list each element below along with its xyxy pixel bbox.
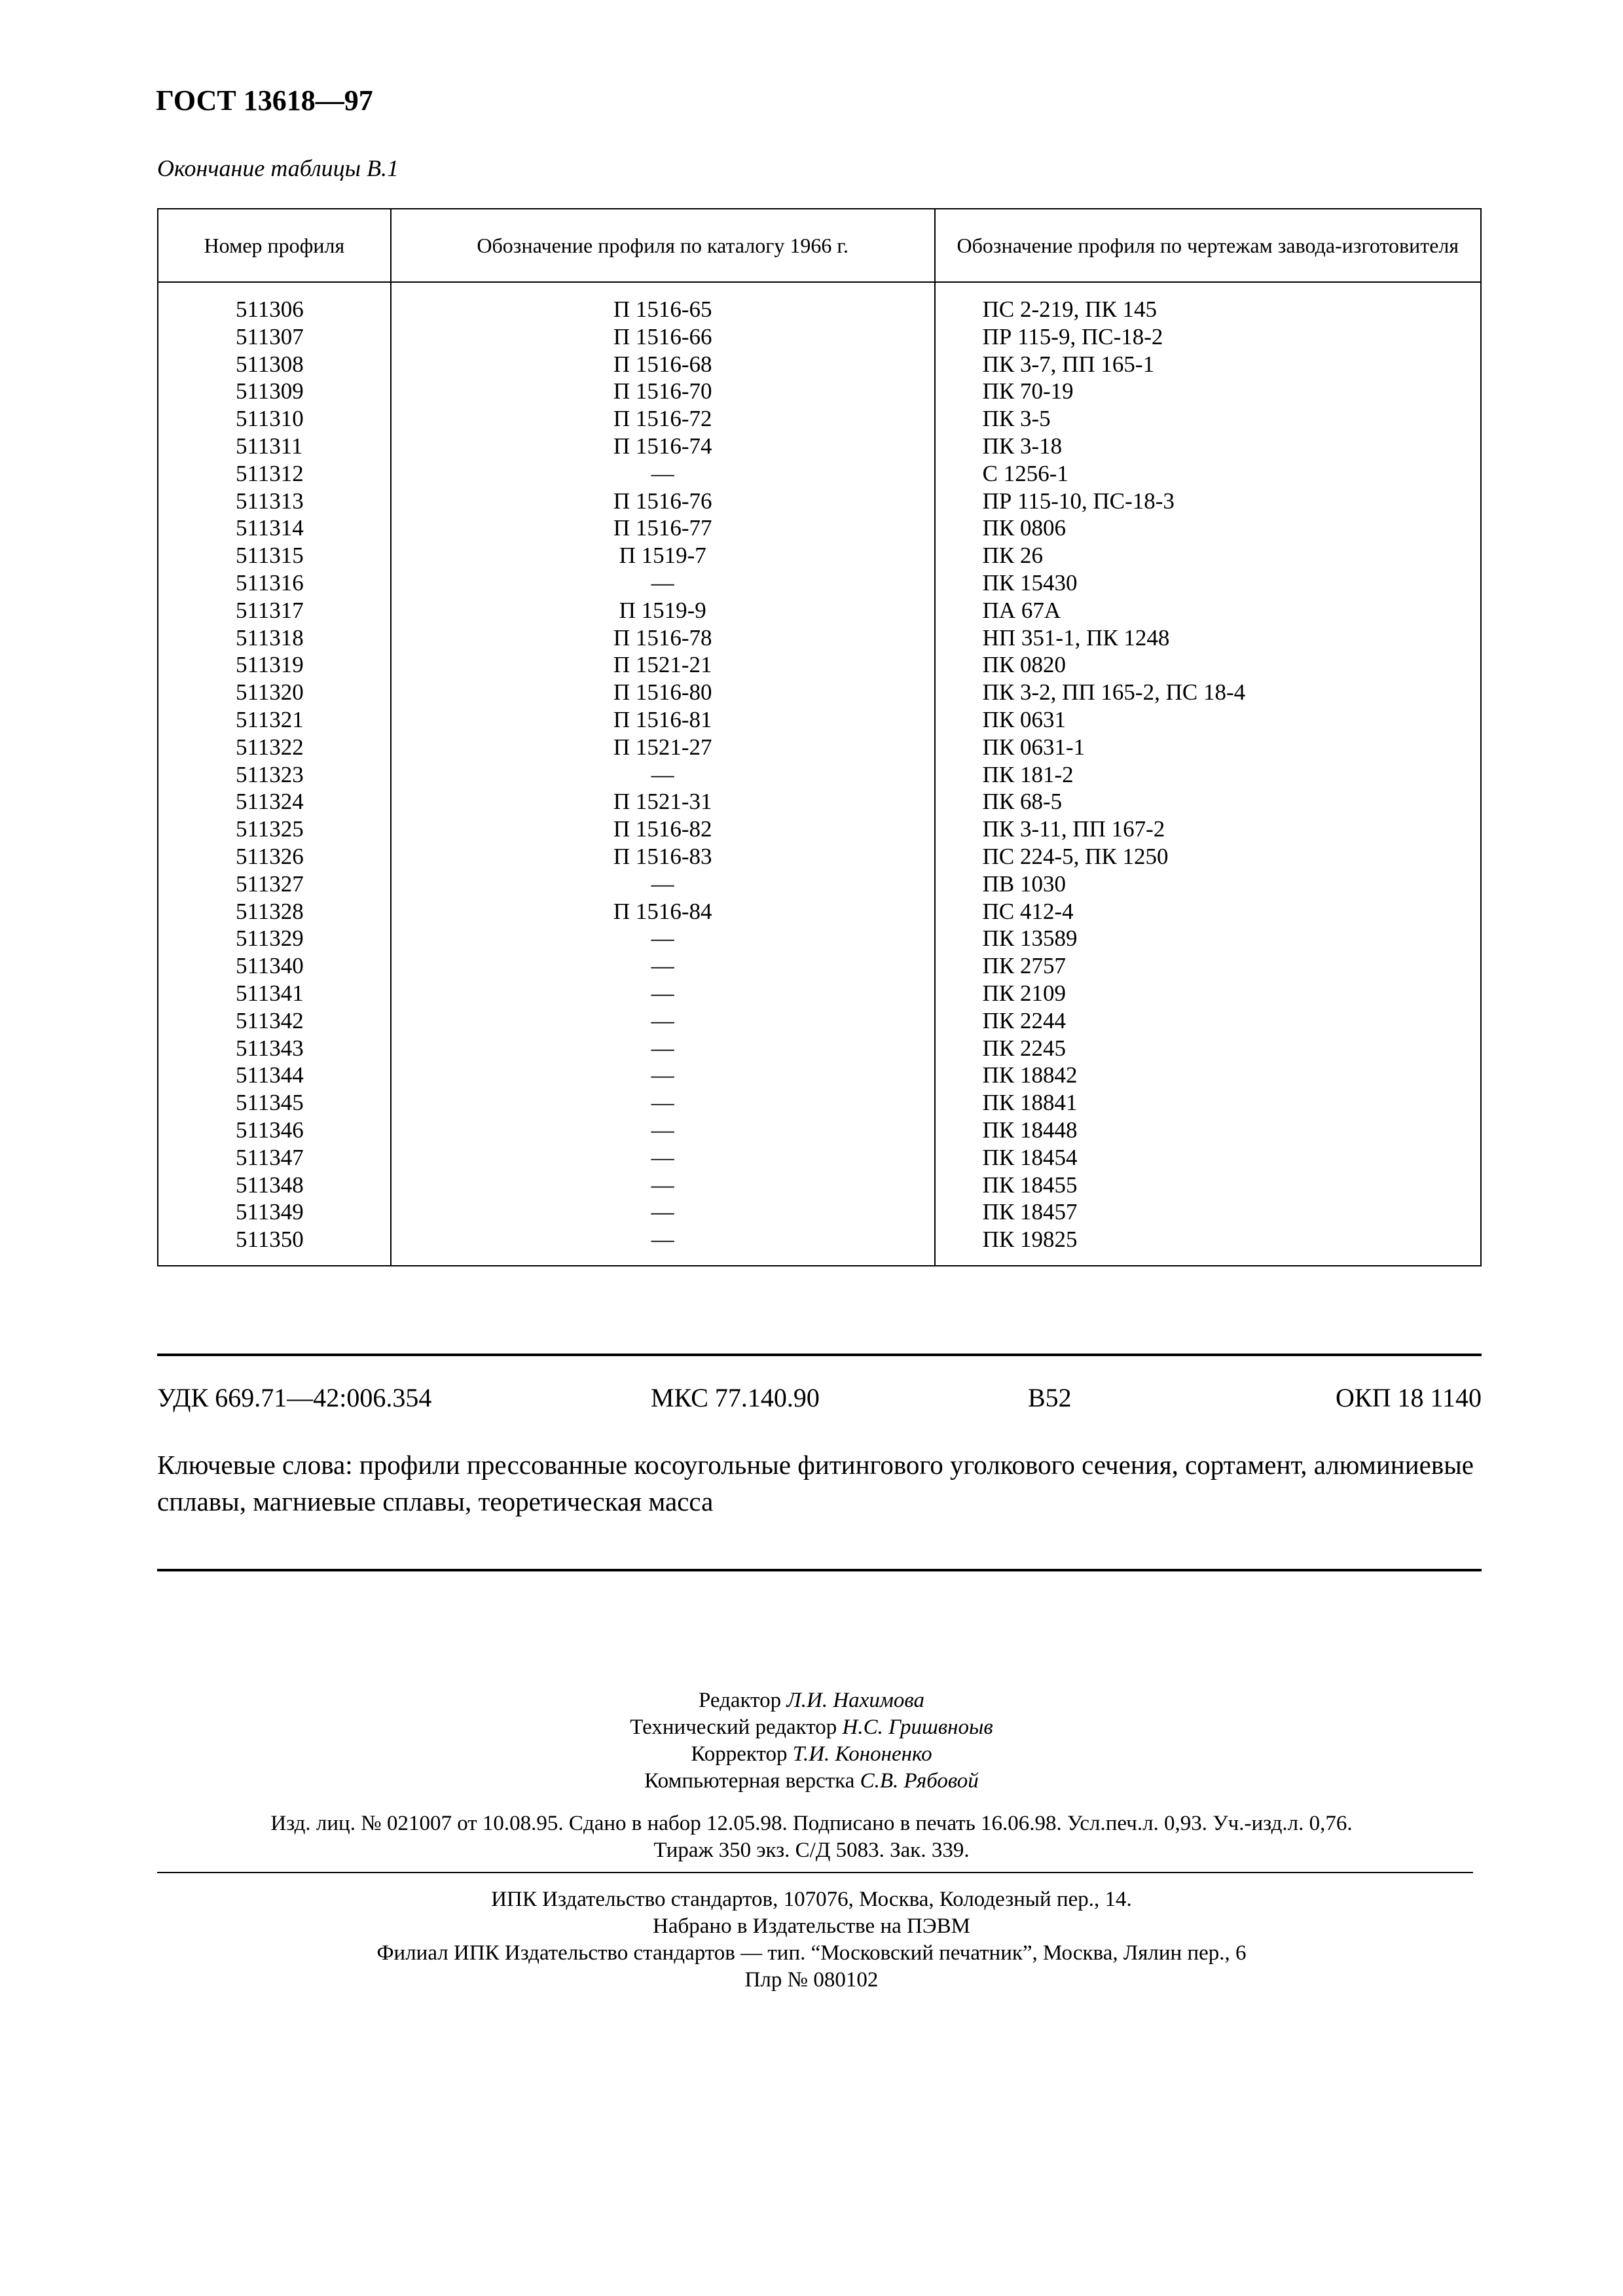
factory-designation-cell: ПР 115-9, ПС-18-2	[935, 323, 1481, 351]
factory-designation-cell: ПК 18448	[935, 1117, 1481, 1144]
factory-designation-cell: ПА 67А	[935, 597, 1481, 624]
factory-designation-cell: ПК 3-11, ПП 167-2	[935, 816, 1481, 843]
table-row	[158, 282, 1481, 323]
factory-designation-cell: ПК 70-19	[935, 378, 1481, 405]
divider-thin	[157, 1872, 1473, 1873]
factory-designation-cell: ПС 224-5, ПК 1250	[935, 843, 1481, 870]
catalog-designation-cell: П 1516-72	[391, 405, 935, 433]
catalog-designation-cell: —	[391, 1089, 935, 1117]
header-factory-designation: Обозначение профиля по чертежам завода-изготовителя	[935, 209, 1481, 282]
table-row	[158, 323, 1481, 351]
table-row	[158, 788, 1481, 816]
table-row	[158, 706, 1481, 734]
profile-number-cell: 511343	[158, 1035, 391, 1062]
catalog-designation-cell: —	[391, 952, 935, 980]
table-row	[158, 651, 1481, 679]
factory-designation-cell: НП 351-1, ПК 1248	[935, 624, 1481, 652]
keywords: Ключевые слова: профили прессованные косоугольные фитингового уголкового сечения, сортамент, алюминиевые сплавы, магниевые сплавы, теоретическая масса	[157, 1450, 1474, 1516]
factory-designation-cell: ПВ 1030	[935, 870, 1481, 898]
table-row	[158, 1144, 1481, 1172]
profile-number-cell: 511344	[158, 1062, 391, 1089]
udk-code: УДК 669.71—42:006.354	[157, 1383, 432, 1412]
table-row	[158, 1089, 1481, 1117]
catalog-designation-cell: —	[391, 1117, 935, 1144]
credit-layout: Компьютерная верстка С.В. Рябовой	[644, 1769, 979, 1793]
factory-designation-cell: ПК 2245	[935, 1035, 1481, 1062]
catalog-designation-cell: П 1516-81	[391, 706, 935, 734]
catalog-designation-cell: —	[391, 761, 935, 789]
publisher-line-1: ИПК Издательство стандартов, 107076, Москва, Колодезный пер., 14.	[491, 1888, 1132, 1911]
profile-number-cell: 511346	[158, 1117, 391, 1144]
factory-designation-cell: ПК 2244	[935, 1007, 1481, 1035]
table-row	[158, 1117, 1481, 1144]
factory-designation-cell: ПК 26	[935, 542, 1481, 569]
publication-info	[0, 1810, 1623, 1864]
publication-line-2: Тираж 350 экз. С/Д 5083. Зак. 339.	[653, 1839, 970, 1862]
catalog-designation-cell: —	[391, 1198, 935, 1226]
profile-number-cell: 511306	[158, 282, 391, 323]
factory-designation-cell: ПК 0806	[935, 514, 1481, 542]
table-row	[158, 952, 1481, 980]
factory-designation-cell: ПР 115-10, ПС-18-3	[935, 488, 1481, 515]
factory-designation-cell: ПК 15430	[935, 569, 1481, 597]
table-row	[158, 569, 1481, 597]
table-row	[158, 378, 1481, 405]
publisher-line-2: Набрано в Издательстве на ПЭВМ	[653, 1914, 970, 1938]
table-row	[158, 898, 1481, 925]
table-row	[158, 1062, 1481, 1089]
profile-number-cell: 511347	[158, 1144, 391, 1172]
credit-corrector: Корректор Т.И. Кононенко	[691, 1742, 932, 1766]
catalog-designation-cell: П 1516-65	[391, 282, 935, 323]
factory-designation-cell: С 1256-1	[935, 460, 1481, 488]
profile-number-cell: 511311	[158, 433, 391, 460]
table-body	[158, 282, 1481, 1266]
catalog-designation-cell: П 1519-7	[391, 542, 935, 569]
profile-number-cell: 511318	[158, 624, 391, 652]
factory-designation-cell: ПК 18454	[935, 1144, 1481, 1172]
catalog-designation-cell: —	[391, 980, 935, 1007]
profile-number-cell: 511345	[158, 1089, 391, 1117]
profile-number-cell: 511312	[158, 460, 391, 488]
table-row	[158, 734, 1481, 761]
factory-designation-cell: ПК 18455	[935, 1172, 1481, 1199]
profile-number-cell: 511313	[158, 488, 391, 515]
catalog-designation-cell: П 1521-21	[391, 651, 935, 679]
profile-number-cell: 511314	[158, 514, 391, 542]
table-row	[158, 980, 1481, 1007]
profile-number-cell: 511310	[158, 405, 391, 433]
catalog-designation-cell: —	[391, 1172, 935, 1199]
factory-designation-cell: ПК 13589	[935, 925, 1481, 952]
table-row	[158, 870, 1481, 898]
profile-number-cell: 511341	[158, 980, 391, 1007]
profile-number-cell: 511328	[158, 898, 391, 925]
factory-designation-cell: ПК 0631-1	[935, 734, 1481, 761]
factory-designation-cell: ПК 3-5	[935, 405, 1481, 433]
profile-number-cell: 511321	[158, 706, 391, 734]
okp-code: ОКП 18 1140	[1336, 1383, 1482, 1412]
factory-designation-cell: ПК 0820	[935, 651, 1481, 679]
profile-number-cell: 511340	[158, 952, 391, 980]
factory-designation-cell: ПК 19825	[935, 1226, 1481, 1266]
table-row	[158, 433, 1481, 460]
catalog-designation-cell: —	[391, 1035, 935, 1062]
catalog-designation-cell: П 1516-83	[391, 843, 935, 870]
profile-number-cell: 511348	[158, 1172, 391, 1199]
catalog-designation-cell: П 1521-27	[391, 734, 935, 761]
table-row	[158, 514, 1481, 542]
catalog-designation-cell: П 1516-78	[391, 624, 935, 652]
catalog-designation-cell: П 1516-68	[391, 351, 935, 378]
profile-number-cell: 511349	[158, 1198, 391, 1226]
publication-line-1: Изд. лиц. № 021007 от 10.08.95. Сдано в набор 12.05.98. Подписано в печать 16.06.98. Усл.печ.л. 0,93. Уч.-изд.л. 0,76.	[270, 1812, 1353, 1835]
table-row	[158, 1035, 1481, 1062]
catalog-designation-cell: П 1516-74	[391, 433, 935, 460]
factory-designation-cell: ПК 3-18	[935, 433, 1481, 460]
mks-code: МКС 77.140.90	[651, 1383, 820, 1412]
divider-bottom	[157, 1569, 1482, 1571]
catalog-designation-cell: —	[391, 569, 935, 597]
catalog-designation-cell: —	[391, 460, 935, 488]
catalog-designation-cell: —	[391, 1144, 935, 1172]
profile-number-cell: 511319	[158, 651, 391, 679]
catalog-designation-cell: —	[391, 1007, 935, 1035]
table-header-row	[158, 209, 1481, 282]
catalog-designation-cell: П 1516-66	[391, 323, 935, 351]
document-title: ГОСТ 13618—97	[156, 84, 373, 117]
profiles-table	[157, 208, 1482, 1266]
profile-number-cell: 511308	[158, 351, 391, 378]
table-row	[158, 1172, 1481, 1199]
table-row	[158, 597, 1481, 624]
publisher-info	[0, 1886, 1623, 1994]
table-row	[158, 351, 1481, 378]
factory-designation-cell: ПК 18842	[935, 1062, 1481, 1089]
catalog-designation-cell: П 1516-70	[391, 378, 935, 405]
catalog-designation-cell: —	[391, 870, 935, 898]
profile-number-cell: 511307	[158, 323, 391, 351]
profile-number-cell: 511342	[158, 1007, 391, 1035]
catalog-designation-cell: —	[391, 925, 935, 952]
profile-number-cell: 511309	[158, 378, 391, 405]
factory-designation-cell: ПК 68-5	[935, 788, 1481, 816]
profile-number-cell: 511326	[158, 843, 391, 870]
factory-designation-cell: ПК 18841	[935, 1089, 1481, 1117]
table-row	[158, 679, 1481, 706]
header-profile-number: Номер профиля	[158, 209, 391, 282]
credit-tech-editor: Технический редактор Н.С. Гришвноыв	[630, 1715, 993, 1739]
profile-number-cell: 511320	[158, 679, 391, 706]
profile-number-cell: 511317	[158, 597, 391, 624]
table-row	[158, 488, 1481, 515]
catalog-designation-cell: П 1516-76	[391, 488, 935, 515]
catalog-designation-cell: —	[391, 1226, 935, 1266]
publisher-line-4: Плр № 080102	[744, 1968, 879, 1992]
profile-number-cell: 511325	[158, 816, 391, 843]
table-row	[158, 816, 1481, 843]
catalog-designation-cell: П 1516-82	[391, 816, 935, 843]
table-row	[158, 1226, 1481, 1266]
divider-top	[157, 1354, 1482, 1356]
profile-number-cell: 511324	[158, 788, 391, 816]
table-row	[158, 624, 1481, 652]
table-row	[158, 925, 1481, 952]
factory-designation-cell: ПК 0631	[935, 706, 1481, 734]
table-row	[158, 460, 1481, 488]
group-code: В52	[1028, 1383, 1072, 1412]
catalog-designation-cell: П 1521-31	[391, 788, 935, 816]
profile-number-cell: 511316	[158, 569, 391, 597]
table-row	[158, 843, 1481, 870]
profile-number-cell: 511350	[158, 1226, 391, 1266]
table-row	[158, 1007, 1481, 1035]
table-row	[158, 1198, 1481, 1226]
table-row	[158, 761, 1481, 789]
factory-designation-cell: ПС 2-219, ПК 145	[935, 282, 1481, 323]
profile-number-cell: 511323	[158, 761, 391, 789]
catalog-designation-cell: П 1516-80	[391, 679, 935, 706]
factory-designation-cell: ПК 181-2	[935, 761, 1481, 789]
catalog-designation-cell: П 1516-84	[391, 898, 935, 925]
table-caption: Окончание таблицы В.1	[157, 155, 399, 181]
header-catalog-designation: Обозначение профиля по каталогу 1966 г.	[391, 209, 935, 282]
profile-number-cell: 511322	[158, 734, 391, 761]
factory-designation-cell: ПК 2109	[935, 980, 1481, 1007]
credit-editor: Редактор Л.И. Нахимова	[699, 1689, 924, 1712]
factory-designation-cell: ПК 3-2, ПП 165-2, ПС 18-4	[935, 679, 1481, 706]
catalog-designation-cell: —	[391, 1062, 935, 1089]
factory-designation-cell: ПК 18457	[935, 1198, 1481, 1226]
factory-designation-cell: ПС 412-4	[935, 898, 1481, 925]
catalog-designation-cell: П 1519-9	[391, 597, 935, 624]
factory-designation-cell: ПК 2757	[935, 952, 1481, 980]
catalog-designation-cell: П 1516-77	[391, 514, 935, 542]
profile-number-cell: 511315	[158, 542, 391, 569]
table-row	[158, 405, 1481, 433]
table-row	[158, 542, 1481, 569]
credits-block	[0, 1687, 1623, 1795]
profile-number-cell: 511329	[158, 925, 391, 952]
profile-number-cell: 511327	[158, 870, 391, 898]
publisher-line-3: Филиал ИПК Издательство стандартов — тип. “Московский печатник”, Москва, Лялин пер., 6	[376, 1941, 1247, 1965]
factory-designation-cell: ПК 3-7, ПП 165-1	[935, 351, 1481, 378]
